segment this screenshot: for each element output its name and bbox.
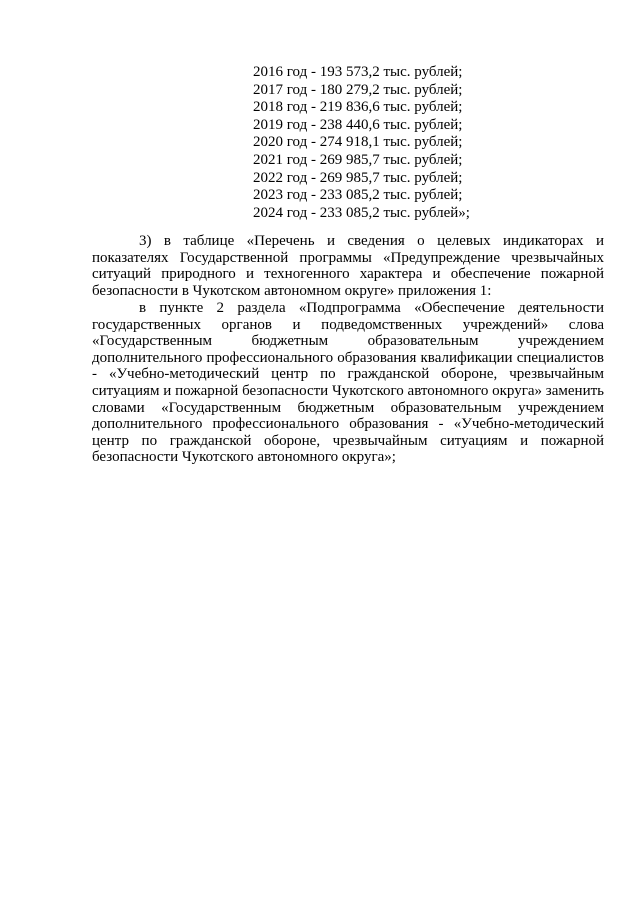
paragraph-1-text: 3) в таблице «Перечень и сведения о целевых индикаторах и показателях Государственной программы «Предупреждение чрезвычайных ситуаций природного и техногенного характера и обеспечение пожарной безопасности в Чукотском автономном округе» приложения 1: [92,233,604,299]
budget-line-2017: 2017 год - 180 279,2 тыс. рублей; [253,81,463,98]
budget-year-list [253,64,533,222]
paragraph-table-amendment [92,233,604,299]
budget-line-2020: 2020 год - 274 918,1 тыс. рублей; [253,134,463,151]
budget-line-2024: 2024 год - 233 085,2 тыс. рублей»; [253,204,470,221]
budget-line-2021: 2021 год - 269 985,7 тыс. рублей; [253,151,463,168]
budget-line-2019: 2019 год - 238 440,6 тыс. рублей; [253,116,463,133]
budget-line-2023: 2023 год - 233 085,2 тыс. рублей; [253,187,463,204]
paragraph-2-text: в пункте 2 раздела «Подпрограмма «Обеспечение деятельности государственных органов и подведомственных учреждений» слова «Государственным бюджетным образовательным учреждением дополнительного профессионального образования квалификации специалистов - «Учебно-методический центр по гражданской обороне, чрезвычайным ситуациям и пожарной безопасности Чукотского автономного округа» заменить словами «Государственным бюджетным образовательным учреждением дополнительного профессионального образования - «Учебно-методический центр по гражданской обороне, чрезвычайным ситуациям и пожарной безопасности Чукотского автономного округа»; [92,300,604,466]
budget-line-2016: 2016 год - 193 573,2 тыс. рублей; [253,64,463,80]
paragraph-item-2-amendment [92,300,604,466]
budget-line-2018: 2018 год - 219 836,6 тыс. рублей; [253,99,463,116]
budget-line-2022: 2022 год - 269 985,7 тыс. рублей; [253,169,463,186]
